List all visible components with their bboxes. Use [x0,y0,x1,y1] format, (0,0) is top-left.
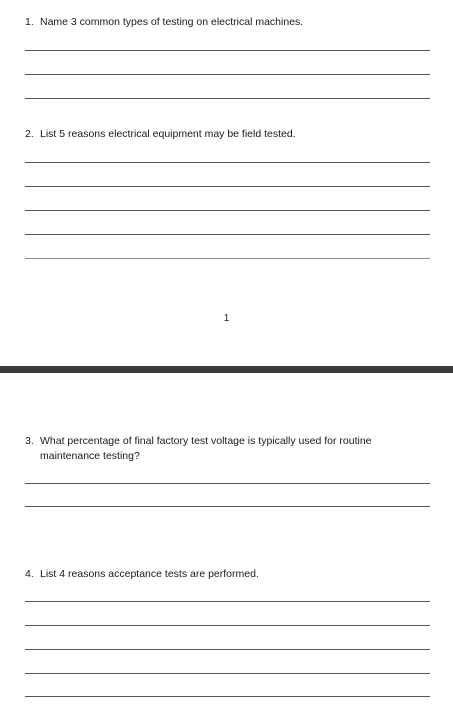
question-text: List 4 reasons acceptance tests are performed. [40,568,259,580]
question-text: List 5 reasons electrical equipment may be field tested. [40,128,296,140]
answer-line [25,625,430,626]
question-number: 4. [25,568,34,580]
question-number: 3. [25,435,34,447]
answer-line [25,234,430,235]
answer-line [25,506,430,507]
question-text: Name 3 common types of testing on electrical machines. [40,16,304,28]
question-2 [25,127,425,142]
answer-line [25,483,430,484]
answer-line [25,673,430,674]
answer-line [25,50,430,51]
question-text: What percentage of final factory test voltage is typically used for routine maintenance testing? [40,435,372,462]
question-4 [25,567,425,582]
question-number: 2. [25,128,34,140]
answer-line [25,186,430,187]
page-separator [0,366,453,373]
answer-line [25,74,430,75]
question-number: 1. [25,16,34,28]
worksheet-page-2 [0,373,453,723]
answer-line [25,696,430,697]
answer-line [25,98,430,99]
question-1 [25,15,425,30]
question-3 [25,434,425,464]
page-number: 1 [223,313,230,324]
answer-line [25,258,430,259]
answer-line [25,210,430,211]
answer-line [25,162,430,163]
answer-line [25,601,430,602]
answer-line [25,649,430,650]
